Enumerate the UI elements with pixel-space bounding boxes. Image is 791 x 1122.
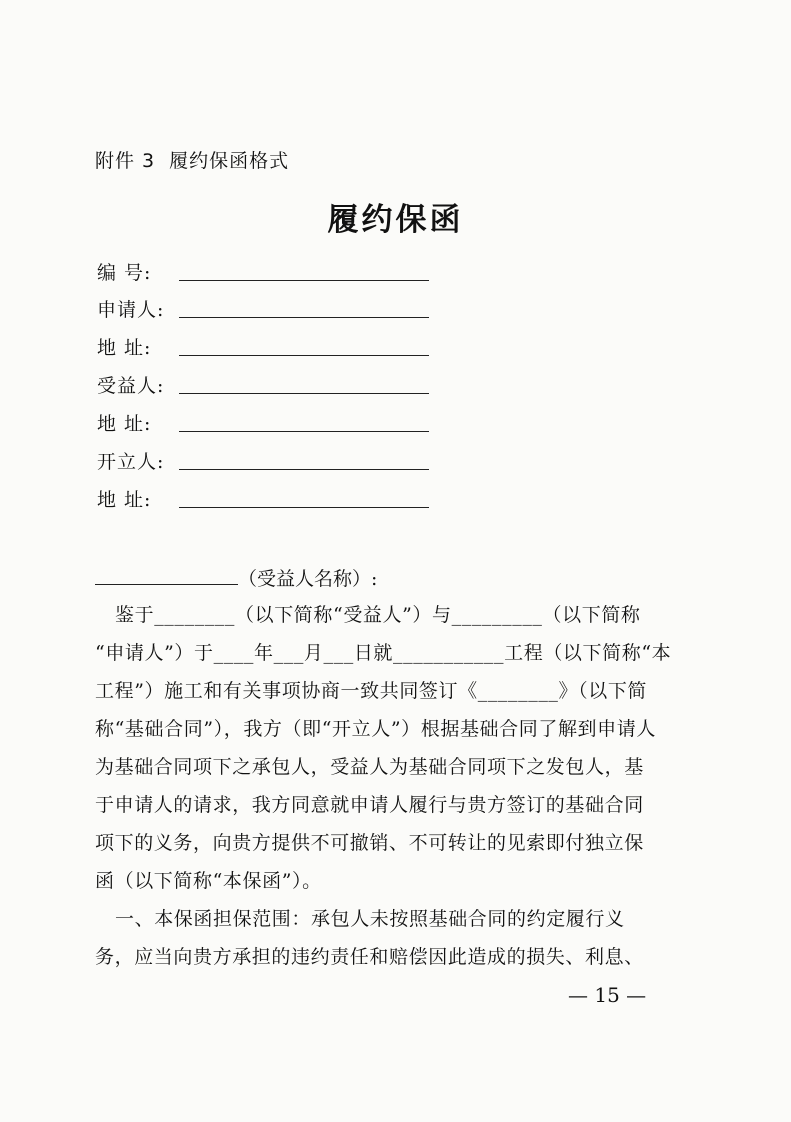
addressee-text: （受益人名称）:	[238, 568, 378, 590]
field-row	[97, 332, 429, 360]
field-label: 地 址:	[97, 413, 152, 435]
body-line: 项下的义务，向贵方提供不可撤销、不可转让的见索即付独立保	[95, 832, 644, 854]
body-line: 函（以下简称“本保函”）。	[95, 870, 322, 892]
field-row	[97, 408, 429, 436]
field-label: 编 号:	[97, 262, 152, 284]
field-blank-line	[179, 355, 429, 356]
body-line: 鉴于________（以下简称“受益人”）与_________（以下简称	[115, 604, 641, 626]
field-blank-line	[179, 431, 429, 432]
body-line: 务，应当向贵方承担的违约责任和赔偿因此造成的损失、利息、	[95, 946, 644, 968]
addressee-blank	[95, 566, 238, 585]
field-label: 申请人:	[97, 299, 165, 321]
body-line: 为基础合同项下之承包人，受益人为基础合同项下之发包人，基	[95, 756, 644, 778]
field-row	[97, 370, 429, 398]
body-line: 一、本保函担保范围：承包人未按照基础合同的约定履行义	[115, 908, 625, 930]
attachment-title: 履约保函格式	[169, 150, 290, 172]
field-row	[97, 294, 429, 322]
field-label: 地 址:	[97, 337, 152, 359]
body-text	[95, 596, 695, 976]
field-blank-line	[179, 469, 429, 470]
body-line: 称“基础合同”），我方（即“开立人”）根据基础合同了解到申请人	[95, 718, 656, 740]
page-number: — 15 —	[568, 983, 647, 1007]
field-label: 受益人:	[97, 375, 165, 397]
addressee-line	[95, 566, 695, 591]
document-title: 履约保函	[327, 202, 464, 238]
field-blank-line	[179, 280, 429, 281]
field-row	[97, 484, 429, 512]
field-row	[97, 446, 429, 474]
field-label: 开立人:	[97, 451, 165, 473]
body-line: 于申请人的请求，我方同意就申请人履行与贵方签订的基础合同	[95, 794, 644, 816]
field-row	[97, 257, 429, 285]
body-line: “申请人”）于____年___月___日就___________工程（以下简称“本	[95, 642, 672, 664]
attachment-heading	[95, 146, 289, 173]
field-blank-line	[179, 317, 429, 318]
field-label: 地 址:	[97, 489, 152, 511]
attachment-label: 附件 3	[95, 150, 156, 172]
field-blank-line	[179, 507, 429, 508]
field-blank-line	[179, 393, 429, 394]
body-line: 工程”）施工和有关事项协商一致共同签订《________》（以下简	[95, 680, 648, 702]
